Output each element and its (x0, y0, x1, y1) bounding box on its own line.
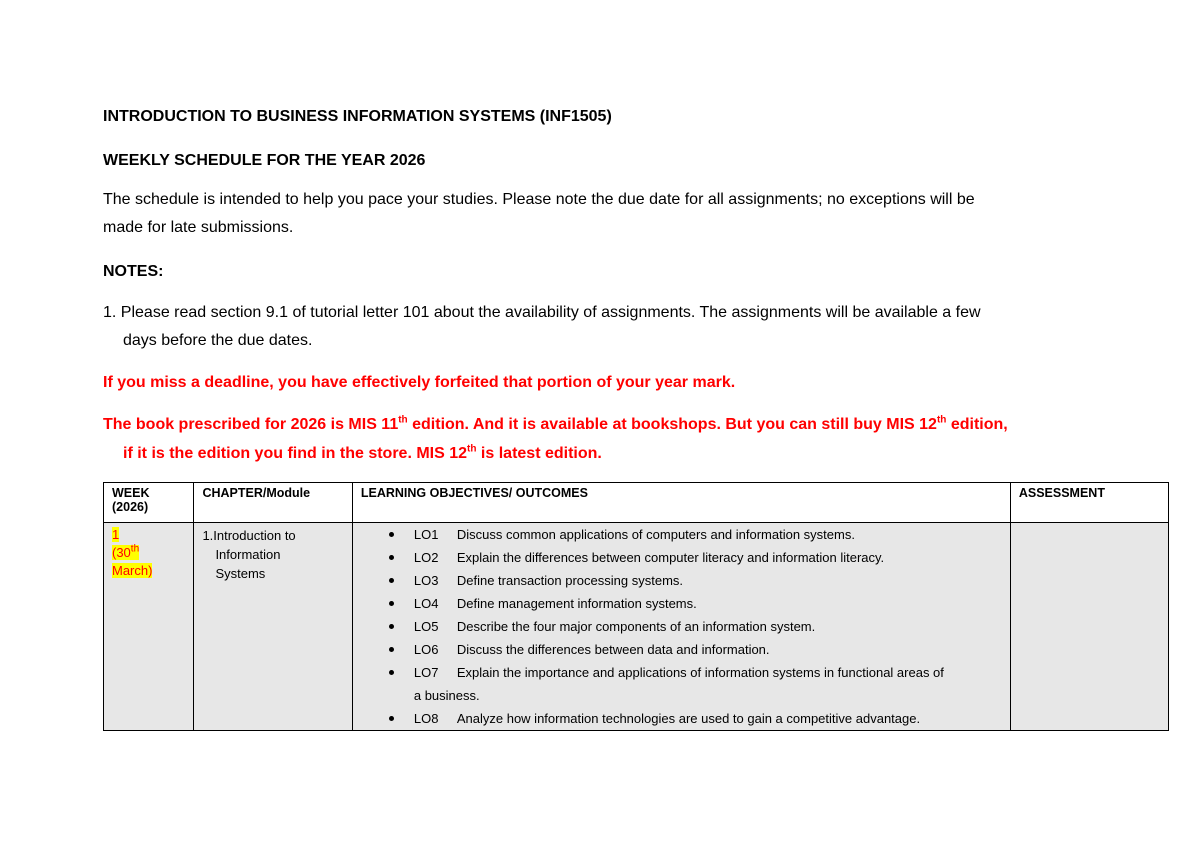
week-date-month: March) (112, 563, 153, 578)
list-item: LO8 Analyze how information technologies are used to gain a competitive advantage. (386, 707, 1010, 730)
assessment-cell (1010, 523, 1168, 731)
header-chapter: CHAPTER/Module (194, 483, 352, 523)
schedule-subtitle: WEEKLY SCHEDULE FOR THE YEAR 2026 (103, 152, 426, 169)
header-objectives: LEARNING OBJECTIVES/ OUTCOMES (352, 483, 1010, 523)
objectives-cell (352, 523, 1010, 731)
note-1-line-2: days before the due dates. (123, 332, 313, 349)
notes-label: NOTES: (103, 263, 164, 280)
header-assessment: ASSESSMENT (1010, 483, 1168, 523)
book-notice-line-2: if it is the edition you find in the store. MIS 12th is latest edition. (123, 443, 602, 462)
list-item: LO5 Describe the four major components of an information system. (386, 615, 1010, 638)
book-notice-line-1: The book prescribed for 2026 is MIS 11th edition. And it is available at bookshops. But you can still buy MIS 12th edition, (103, 414, 1008, 433)
table-header-row (104, 483, 1169, 523)
weekly-schedule-table (103, 482, 1169, 731)
intro-line-1: The schedule is intended to help you pace your studies. Please note the due date for all assignments; no exceptions will be (103, 191, 975, 208)
list-item: LO2 Explain the differences between computer literacy and information literacy. (386, 546, 1010, 569)
table-row (104, 523, 1169, 731)
list-item: LO3 Define transaction processing systems. (386, 569, 1010, 592)
week-cell (104, 523, 194, 731)
deadline-warning: If you miss a deadline, you have effectively forfeited that portion of your year mark. (103, 374, 736, 391)
list-item: LO6 Discuss the differences between data and information. (386, 638, 1010, 661)
week-number: 1 (112, 527, 120, 542)
intro-line-2: made for late submissions. (103, 219, 294, 236)
chapter-cell: 1.Introduction to Information Systems (194, 523, 352, 731)
note-1-line-1: 1. Please read section 9.1 of tutorial letter 101 about the availability of assignments. The assignments will be available a few (103, 304, 981, 321)
objectives-list (361, 523, 1010, 730)
week-date: (30th (112, 543, 140, 560)
header-week: WEEK (2026) (104, 483, 194, 523)
list-item: LO4 Define management information systems. (386, 592, 1010, 615)
document-title: INTRODUCTION TO BUSINESS INFORMATION SYSTEMS (INF1505) (103, 108, 612, 125)
list-item: LO7 Explain the importance and applications of information systems in functional areas of a business. (386, 661, 1010, 707)
list-item: LO1 Discuss common applications of computers and information systems. (386, 523, 1010, 546)
chapter-title: 1.Introduction to (202, 528, 296, 543)
